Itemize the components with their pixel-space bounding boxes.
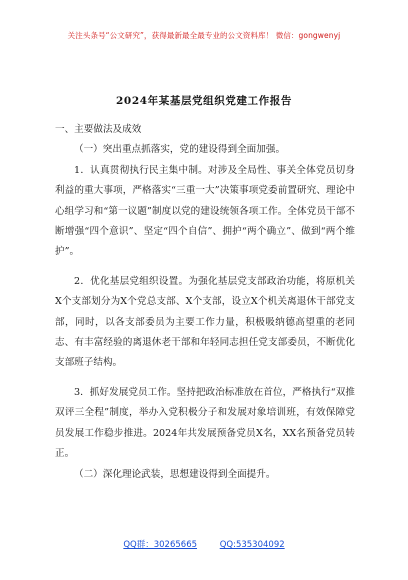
subsection-heading-2: （二）深化理论武装，思想建设得到全面提升。 [74, 468, 276, 480]
paragraph-spacer [55, 374, 355, 383]
paragraph-2: 2．优化基层党组织设置。为强化基层党支部政治功能，将原机关X个支部划分为X个党总支部、X个支部，设立X个机关离退休干部党支部，同时，以各支部委员为主要工作力量，积极吸纳德高望重的老同志、有丰富经验的离退休老干部和年轻同志担任党支部委员，不断优化支部班子结构。 [55, 275, 355, 369]
paragraph-1: 1．认真贯彻执行民主集中制。对涉及全局性、事关全体党员切身利益的重大事项，严格落实“三重一大”决策事项党委前置研究、理论中心组学习和“第一议题”制度以党的建设统领各项工作。全体党员干部不断增强“四个意识”、坚定“四个自信”、拥护“两个确立”、做到“两个维护”。 [55, 164, 355, 258]
subsection-heading-1: （一）突出重点抓落实，党的建设得到全面加强。 [74, 144, 286, 156]
footer-qq-group[interactable]: QQ群：30265665 [123, 540, 198, 550]
document-body [55, 120, 355, 485]
section-heading: 一、主要做法及成效 [55, 124, 142, 135]
paragraph-spacer [55, 263, 355, 272]
footer-qq-number[interactable]: QQ:535304092 [219, 540, 285, 550]
header-promo-note: 关注头条号“公文研究”，获得最新最全最专业的公文资料库！ 微信：gongwenyj [67, 31, 341, 40]
footer-contact [0, 538, 408, 550]
document-title: 2024年某基层党组织党建工作报告 [116, 95, 292, 107]
paragraph-3: 3．抓好发展党员工作。坚持把政治标准放在首位，严格执行“双推双评三全程”制度，举办入党积极分子和发展对象培训班，有效保障党员发展工作稳步推进。2024年共发展预备党员X名，XX名预备党员转正。 [55, 386, 355, 460]
